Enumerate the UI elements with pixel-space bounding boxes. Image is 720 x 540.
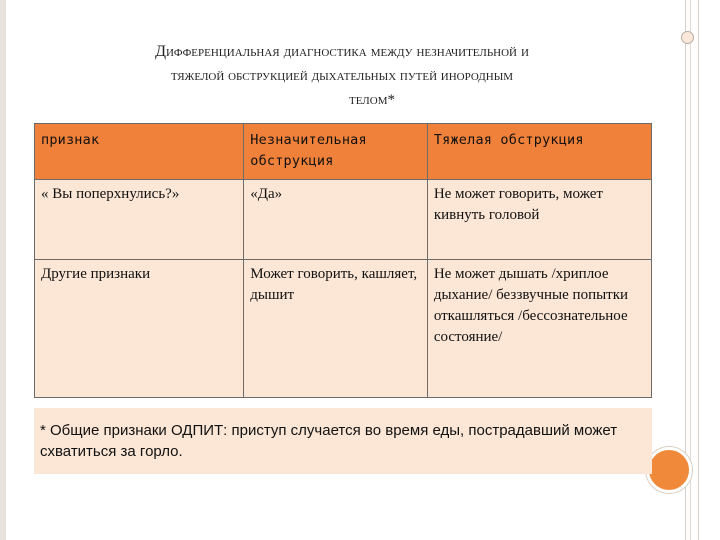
slide-title	[44, 40, 640, 112]
table-header-row	[35, 124, 652, 180]
cell-mild: «Да»	[244, 180, 428, 260]
table-row	[35, 180, 652, 260]
rail-orange-circle	[646, 447, 692, 493]
table-row	[35, 260, 652, 398]
cell-severe: Не может дышать /хриплое дыхание/ беззвучные попытки откашляться /бессознательное состояние/	[427, 260, 651, 398]
footnote-box	[34, 408, 652, 474]
diagnosis-table	[34, 123, 652, 398]
cell-mild: Может говорить, кашляет, дышит	[244, 260, 428, 398]
cell-severe: Не может говорить, может кивнуть головой	[427, 180, 651, 260]
cell-sign: Другие признаки	[35, 260, 244, 398]
header-severe-obstruction: Тяжелая обструкция	[427, 124, 651, 180]
title-line-3: телом*	[349, 92, 395, 108]
footnote-text: * Общие признаки ОДПИТ: приступ случается во время еды, пострадавший может схватиться за горло.	[40, 422, 618, 460]
rail-small-circle	[681, 31, 694, 44]
title-line-2: тяжелой обструкцией дыхательных путей инородным	[170, 68, 514, 84]
header-mild-obstruction: Незначительная обструкция	[244, 124, 428, 180]
slide-left-border	[0, 0, 6, 540]
header-sign: признак	[35, 124, 244, 180]
title-line-1: Дифференциальная диагностика между незначительной и	[155, 43, 529, 60]
cell-sign: « Вы поперхнулись?»	[35, 180, 244, 260]
